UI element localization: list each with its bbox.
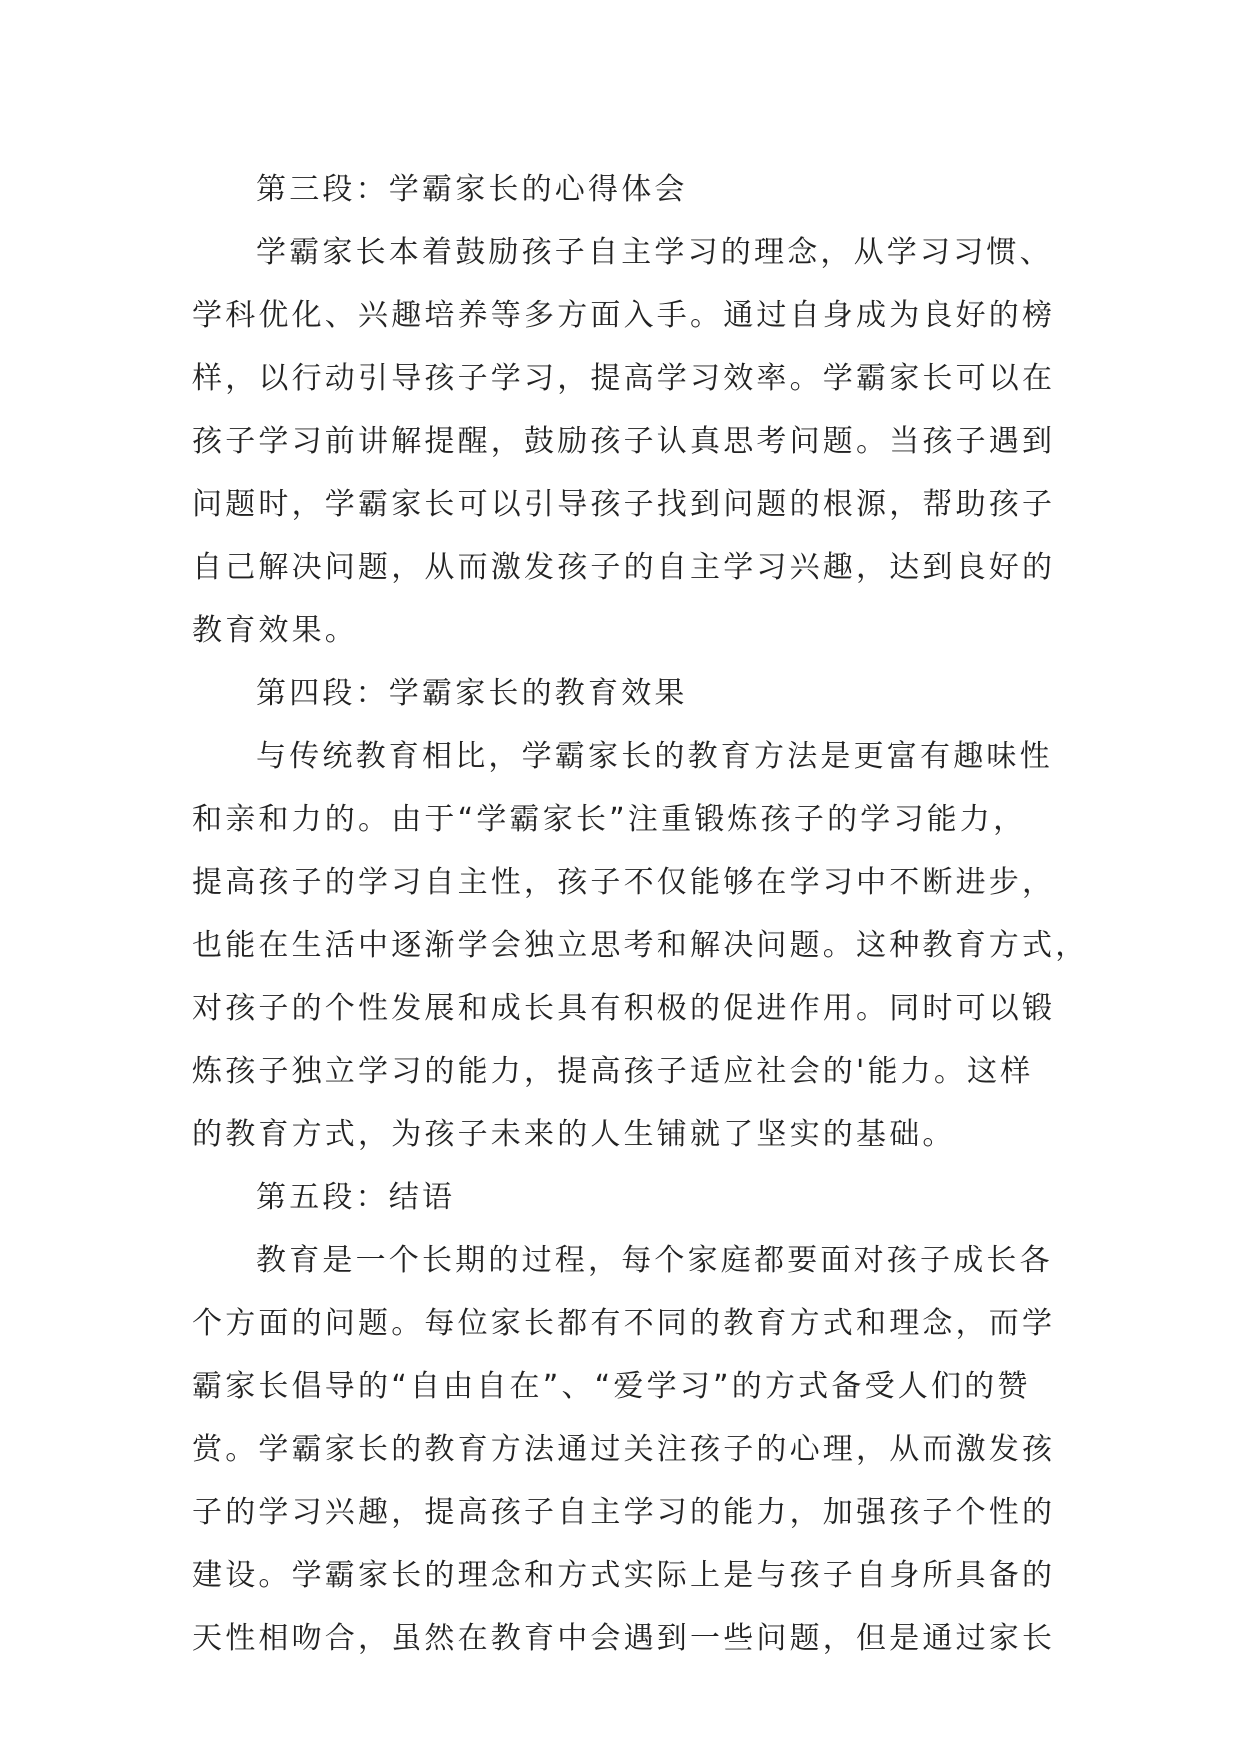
paragraph-line: 子的学习兴趣，提高孩子自主学习的能力，加强孩子个性的	[192, 1495, 1056, 1530]
paragraph-line: 自己解决问题，从而激发孩子的自主学习兴趣，达到良好的	[192, 550, 1056, 585]
paragraph-line: 的教育方式，为孩子未来的人生铺就了坚实的基础。	[192, 1117, 956, 1152]
section-heading-3: 第三段：学霸家长的心得体会	[256, 172, 688, 207]
paragraph-line: 学霸家长本着鼓励孩子自主学习的理念，从学习习惯、	[256, 235, 1053, 270]
paragraph-line: 样，以行动引导孩子学习，提高学习效率。学霸家长可以在	[192, 361, 1056, 396]
paragraph-line: 个方面的问题。每位家长都有不同的教育方式和理念，而学	[192, 1306, 1056, 1341]
paragraph-line: 对孩子的个性发展和成长具有积极的促进作用。同时可以锻	[192, 991, 1056, 1026]
section-heading-4: 第四段：学霸家长的教育效果	[256, 676, 688, 711]
paragraph-line: 赏。学霸家长的教育方法通过关注孩子的心理，从而激发孩	[192, 1432, 1056, 1467]
paragraph-line: 孩子学习前讲解提醒，鼓励孩子认真思考问题。当孩子遇到	[192, 424, 1056, 459]
paragraph-line: 教育是一个长期的过程，每个家庭都要面对孩子成长各	[256, 1243, 1053, 1278]
paragraph-line: 霸家长倡导的“自由自在”、“爱学习”的方式备受人们的赞	[192, 1369, 1031, 1404]
section-heading-5: 第五段：结语	[256, 1180, 456, 1215]
paragraph-line: 学科优化、兴趣培养等多方面入手。通过自身成为良好的榜	[192, 298, 1056, 333]
paragraph-line: 炼孩子独立学习的能力，提高孩子适应社会的'能力。这样	[192, 1054, 1034, 1089]
paragraph-line: 问题时，学霸家长可以引导孩子找到问题的根源，帮助孩子	[192, 487, 1056, 522]
document-body	[192, 158, 1089, 1670]
paragraph-line: 教育效果。	[192, 613, 358, 648]
paragraph-line: 和亲和力的。由于“学霸家长”注重锻炼孩子的学习能力，	[192, 802, 1027, 837]
paragraph-line: 天性相吻合，虽然在教育中会遇到一些问题，但是通过家长	[192, 1621, 1056, 1656]
paragraph-line: 也能在生活中逐渐学会独立思考和解决问题。这种教育方式，	[192, 928, 1089, 963]
paragraph-line: 建设。学霸家长的理念和方式实际上是与孩子自身所具备的	[192, 1558, 1056, 1593]
paragraph-line: 提高孩子的学习自主性，孩子不仅能够在学习中不断进步，	[192, 865, 1056, 900]
paragraph-line: 与传统教育相比，学霸家长的教育方法是更富有趣味性	[256, 739, 1053, 774]
